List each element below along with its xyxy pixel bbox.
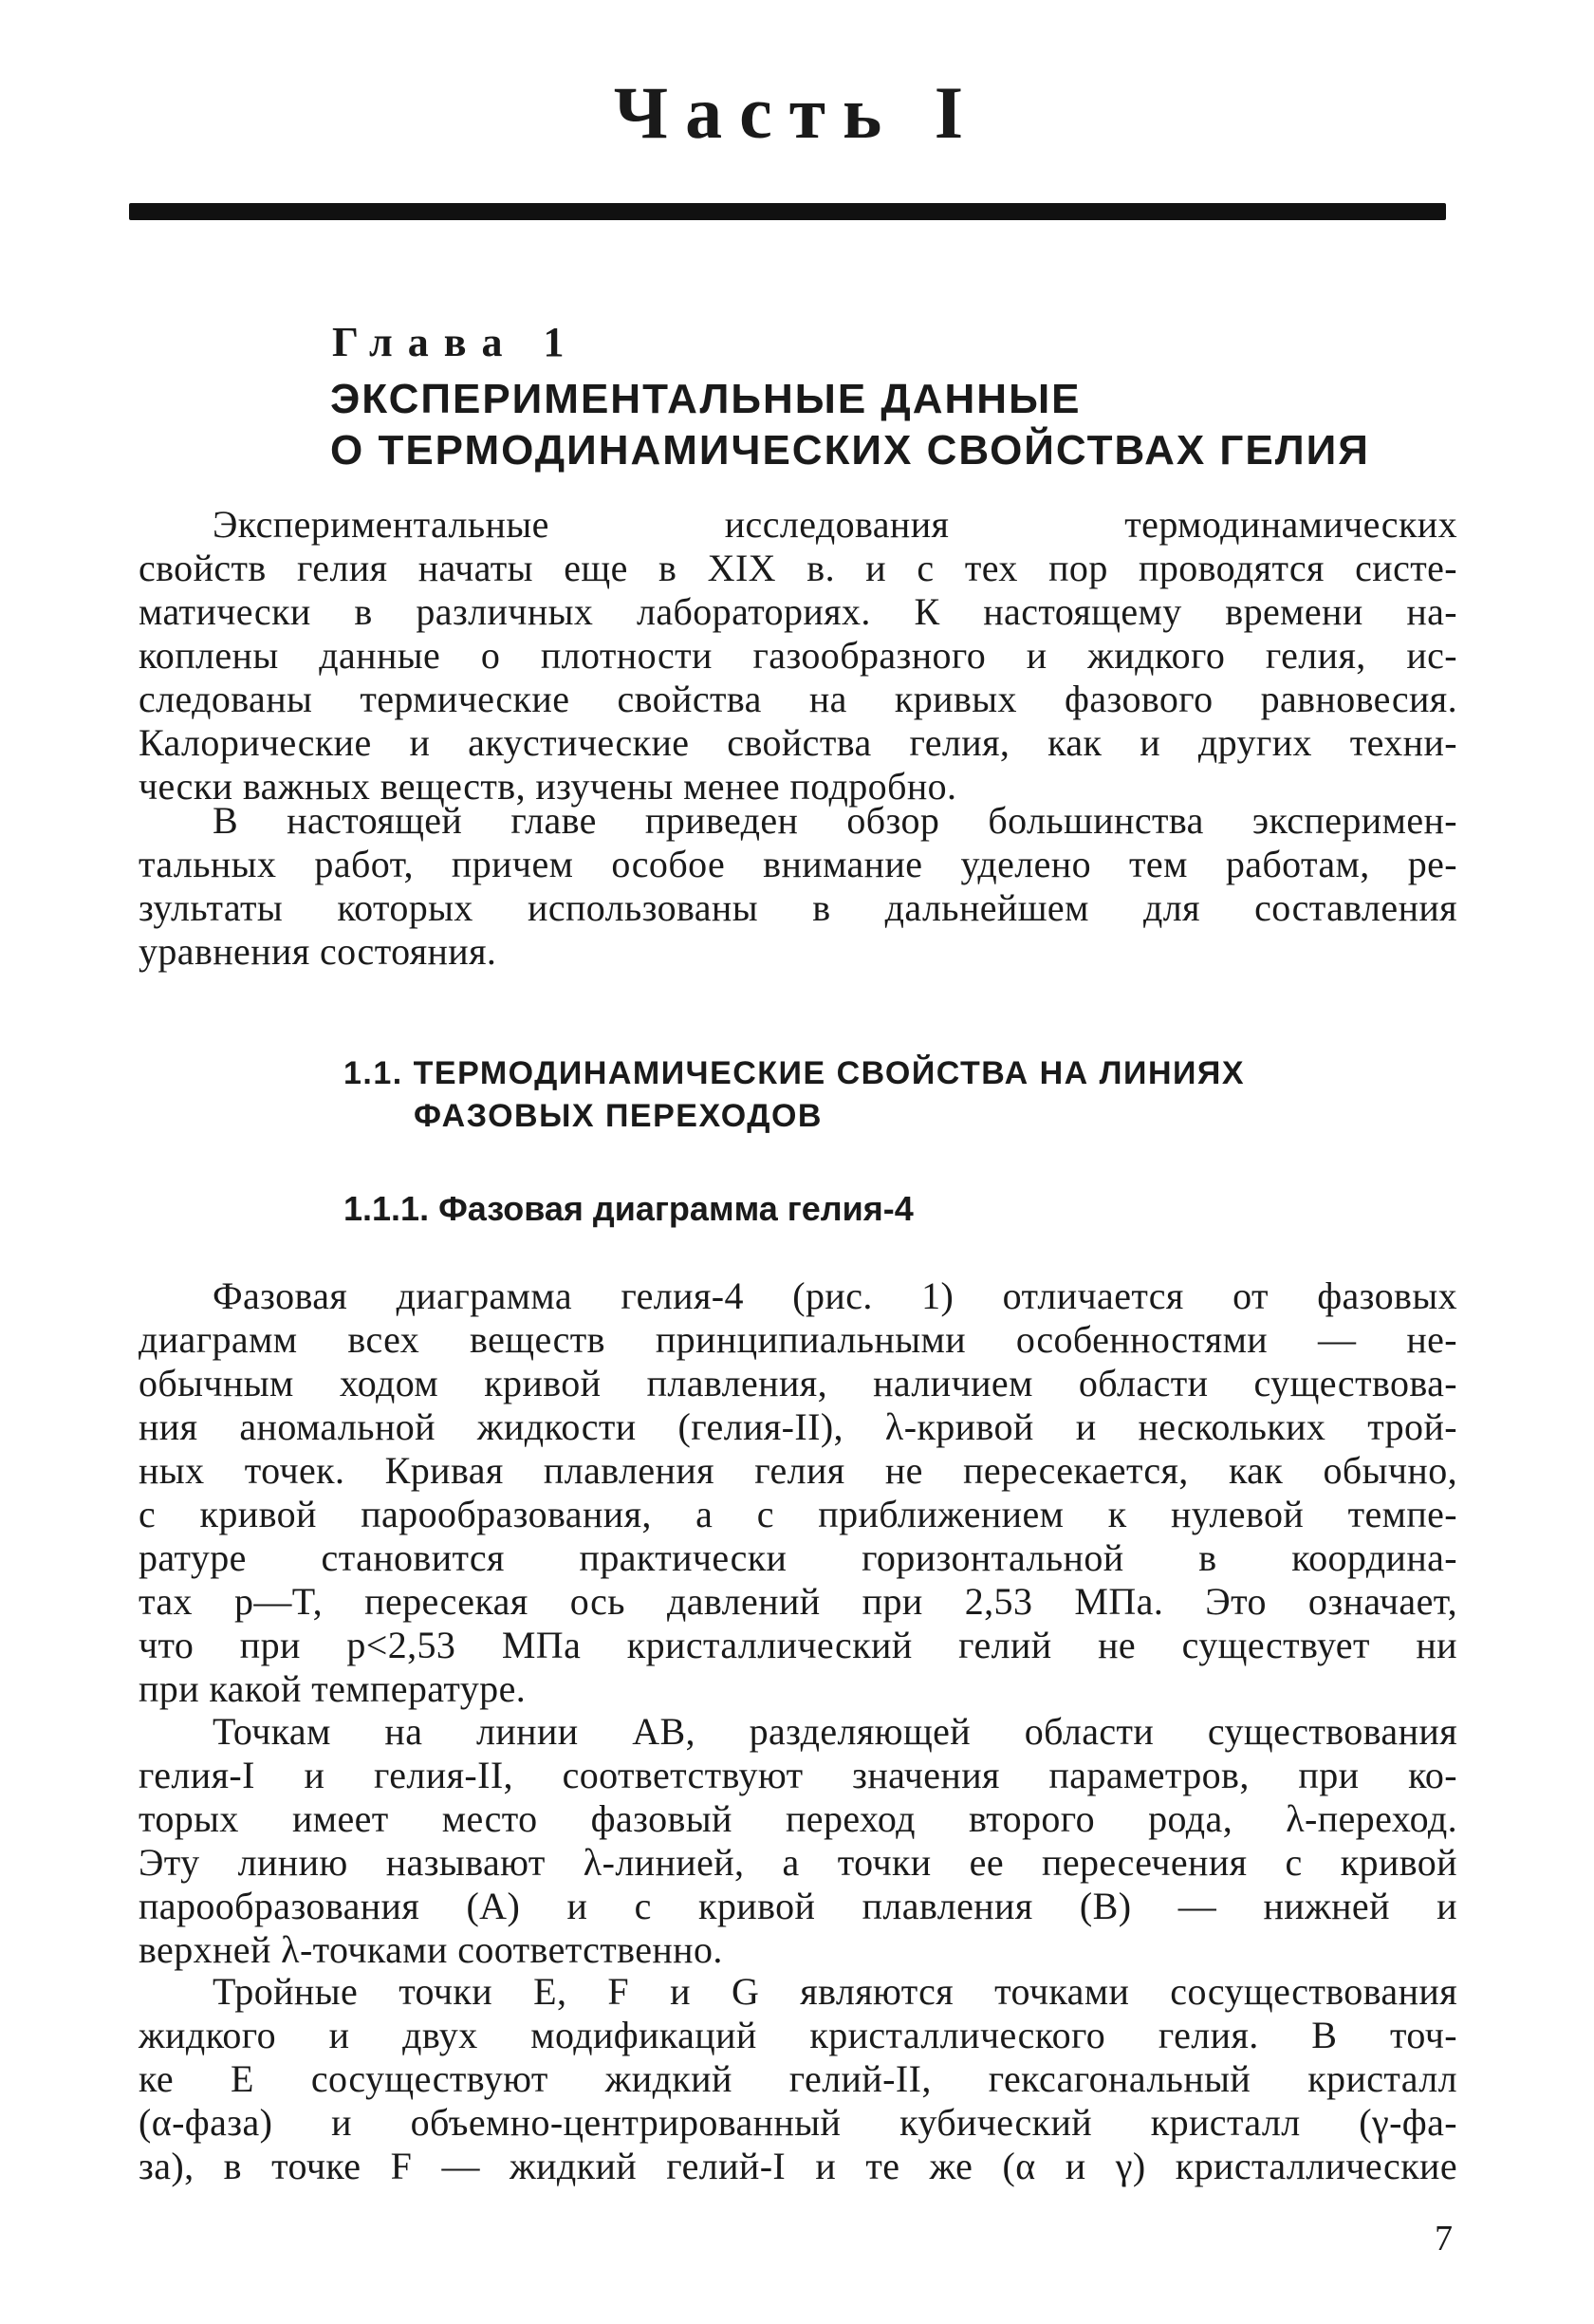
text-line: Калорические и акустические свойства гелия, как и других техни- bbox=[139, 721, 1457, 764]
text-line: что при p<2,53 МПа кристаллический гелий не существует ни bbox=[139, 1624, 1457, 1666]
subsection-title: 1.1.1. Фазовая диаграмма гелия-4 bbox=[343, 1189, 914, 1228]
text-line: ратуре становится практически горизонтальной в координа- bbox=[139, 1536, 1457, 1579]
text-line: коплены данные о плотности газообразного и жидкого гелия, ис- bbox=[139, 634, 1457, 677]
body-paragraph-3 bbox=[139, 1970, 1457, 2188]
text-line: Точкам на линии AB, разделяющей области существования bbox=[213, 1710, 1457, 1753]
part-title: Часть I bbox=[613, 71, 981, 154]
text-line: уравнения состояния. bbox=[139, 930, 497, 973]
body-paragraph-1 bbox=[139, 1274, 1457, 1711]
text-line: зультаты которых использованы в дальнейшем для составления bbox=[139, 886, 1457, 929]
text-line: ке E сосуществуют жидкий гелий-II, гексагональный кристалл bbox=[139, 2057, 1457, 2100]
chapter-label: Глава 1 bbox=[332, 319, 580, 365]
text-line: ния аномальной жидкости (гелия-II), λ-кривой и нескольких трой- bbox=[139, 1405, 1457, 1448]
text-line: В настоящей главе приведен обзор большинства эксперимен- bbox=[213, 799, 1457, 842]
chapter-title-line-1: ЭКСПЕРИМЕНТАЛЬНЫЕ ДАННЫЕ bbox=[330, 376, 1082, 422]
text-line: жидкого и двух модификаций кристаллического гелия. В точ- bbox=[139, 2014, 1457, 2056]
text-line: ных точек. Кривая плавления гелия не пересекается, как обычно, bbox=[139, 1449, 1457, 1492]
text-line: Эту линию называют λ-линией, а точки ее пересечения с кривой bbox=[139, 1841, 1457, 1884]
text-line: чески важных веществ, изучены менее подробно. bbox=[139, 765, 957, 808]
text-line: обычным ходом кривой плавления, наличием области существова- bbox=[139, 1362, 1457, 1404]
text-line: диаграмм всех веществ принципиальными особенностями — не- bbox=[139, 1318, 1457, 1361]
body-paragraph-2 bbox=[139, 1710, 1457, 1972]
text-line: при какой температуре. bbox=[139, 1667, 527, 1710]
text-line: тальных работ, причем особое внимание уделено тем работам, ре- bbox=[139, 843, 1457, 885]
intro-paragraph-2 bbox=[139, 799, 1457, 974]
text-line: парообразования (A) и с кривой плавления (B) — нижней и bbox=[139, 1885, 1457, 1927]
text-line: с кривой парообразования, а с приближением к нулевой темпе- bbox=[139, 1493, 1457, 1535]
text-line: за), в точке F — жидкий гелий-I и те же (α и γ) кристаллические bbox=[139, 2145, 1457, 2187]
text-line: (α-фаза) и объемно-центрированный кубический кристалл (γ-фа- bbox=[139, 2101, 1457, 2144]
text-line: верхней λ-точками соответственно. bbox=[139, 1928, 723, 1971]
text-line: торых имеет место фазовый переход второго рода, λ-переход. bbox=[139, 1797, 1457, 1840]
section-title-line-1: 1.1. ТЕРМОДИНАМИЧЕСКИЕ СВОЙСТВА НА ЛИНИЯХ bbox=[343, 1055, 1246, 1091]
text-line: свойств гелия начаты еще в XIX в. и с тех пор проводятся систе- bbox=[139, 547, 1457, 589]
part-divider-rule bbox=[129, 203, 1446, 220]
text-line: Тройные точки E, F и G являются точками сосуществования bbox=[213, 1970, 1457, 2013]
text-line: Фазовая диаграмма гелия-4 (рис. 1) отличается от фазовых bbox=[213, 1274, 1457, 1317]
text-line: тах p—T, пересекая ось давлений при 2,53 МПа. Это означает, bbox=[139, 1580, 1457, 1623]
chapter-title-line-2: О ТЕРМОДИНАМИЧЕСКИХ СВОЙСТВАХ ГЕЛИЯ bbox=[330, 427, 1370, 474]
text-line: матически в различных лабораториях. К настоящему времени на- bbox=[139, 590, 1457, 633]
text-line: гелия-I и гелия-II, соответствуют значения параметров, при ко- bbox=[139, 1754, 1457, 1796]
text-line: следованы термические свойства на кривых фазового равновесия. bbox=[139, 678, 1457, 720]
page-number: 7 bbox=[1435, 2219, 1453, 2259]
intro-paragraph-1 bbox=[139, 503, 1457, 809]
section-title-line-2: ФАЗОВЫХ ПЕРЕХОДОВ bbox=[414, 1098, 823, 1134]
text-line: Экспериментальные исследования термодинамических bbox=[213, 503, 1457, 546]
